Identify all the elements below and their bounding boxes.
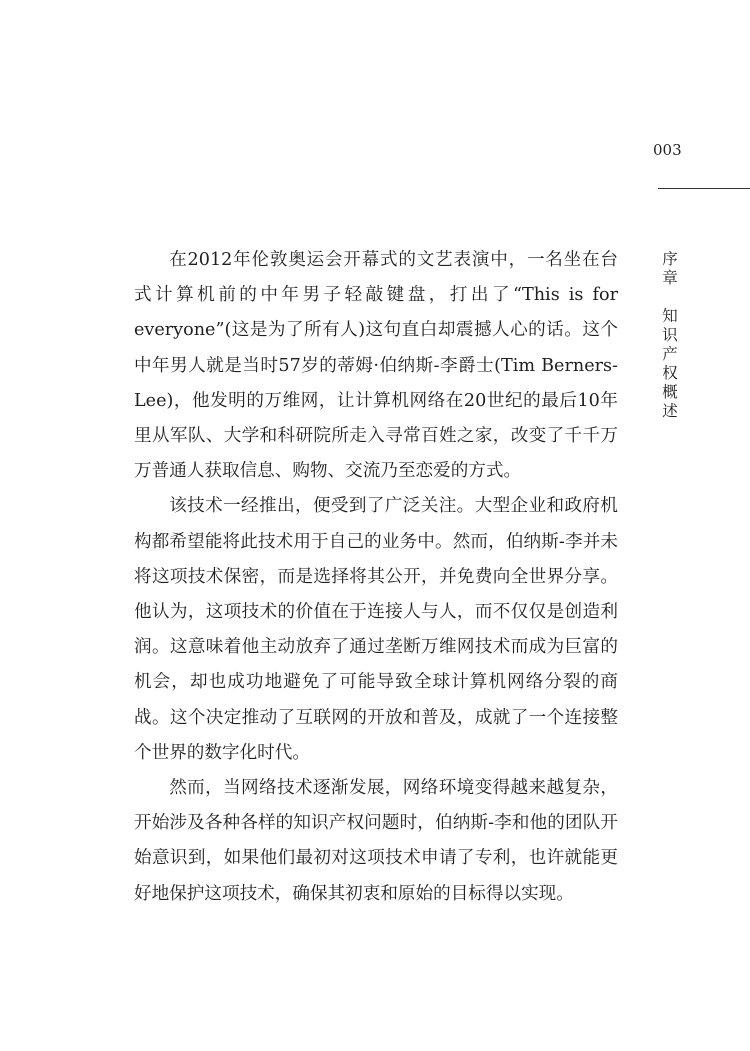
paragraph: 然而，当网络技术逐渐发展，网络环境变得越来越复杂，开始涉及各种各样的知识产权问题时，伯纳斯-李和他的团队开始意识到，如果他们最初对这项技术申请了专利，也许就能更好地保护这项技术，确保其初衷和原始的目标得以实现。	[134, 778, 618, 904]
chapter-title: 知识产权概述	[662, 307, 678, 420]
page-number: 003	[653, 141, 682, 159]
running-header	[657, 250, 683, 421]
paragraph: 该技术一经推出，便受到了广泛关注。大型企业和政府机构都希望能将此技术用于自己的业务中。然而，伯纳斯-李并未将这项技术保密，而是选择将其公开，并免费向全世界分享。他认为，这项技术的价值在于连接人与人，而不仅仅是创造利润。这意味着他主动放弃了通过垄断万维网技术而成为巨富的机会，却也成功地避免了可能导致全球计算机网络分裂的商战。这个决定推动了互联网的开放和普及，成就了一个连接整个世界的数字化时代。	[134, 496, 618, 763]
chapter-label: 序章	[662, 250, 678, 287]
header-rule	[658, 188, 750, 189]
header-spacer	[657, 288, 683, 307]
paragraph: 在2012年伦敦奥运会开幕式的文艺表演中，一名坐在台式计算机前的中年男子轻敲键盘，打出了“This is for everyone”(这是为了所有人)这句直白却震撼人心的话。这个中年男人就是当时57岁的蒂姆·伯纳斯-李爵士(Tim Berners-Lee)，他发明的万维网，让计算机网络在20世纪的最后10年里从军队、大学和科研院所走入寻常百姓之家，改变了千千万万普通人获取信息、购物、交流乃至恋爱的方式。	[134, 250, 618, 482]
body-text	[134, 243, 618, 912]
